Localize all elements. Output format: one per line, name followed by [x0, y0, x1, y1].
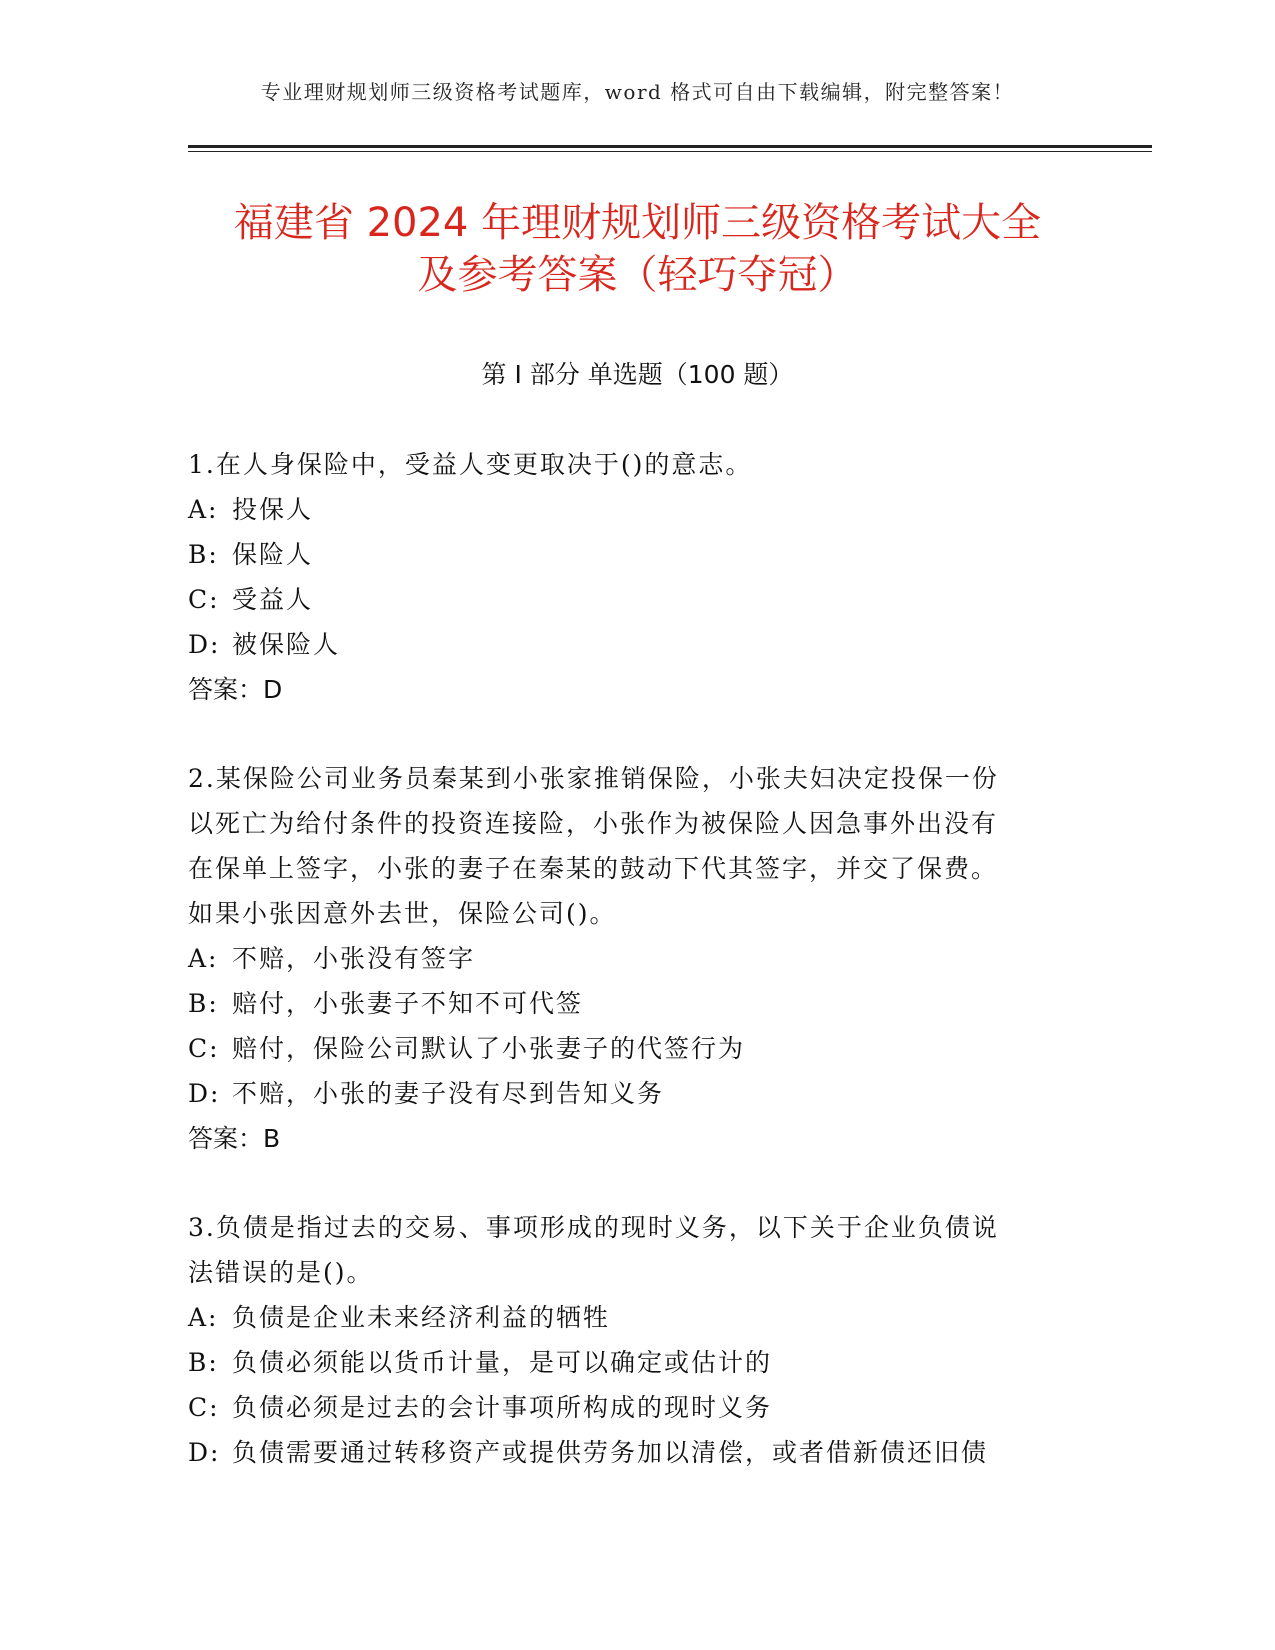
option-key: A: [188, 1303, 219, 1332]
option-text: 受益人 [232, 585, 314, 614]
option-text: 投保人 [232, 495, 314, 524]
document-title [150, 197, 1125, 301]
option-key: D: [188, 1438, 221, 1467]
question-stem [188, 1205, 1088, 1295]
question-list [188, 442, 1088, 1519]
option-key: D: [188, 1079, 221, 1108]
option-c [188, 1026, 1088, 1071]
option-key: B: [188, 989, 219, 1018]
option-text: 保险人 [232, 540, 314, 569]
option-key: C: [188, 585, 220, 614]
option-b [188, 981, 1088, 1026]
option-text: 赔付，小张妻子不知不可代签 [232, 989, 584, 1018]
option-text: 负债必须能以货币计量，是可以确定或估计的 [232, 1348, 773, 1377]
section-title: 第 I 部分 单选题（100 题） [481, 360, 794, 389]
option-key: B: [188, 1348, 219, 1377]
option-text: 被保险人 [232, 630, 341, 659]
question-3 [188, 1205, 1088, 1475]
option-key: D: [188, 630, 221, 659]
stem-line: 在保单上签字，小张的妻子在秦某的鼓动下代其签字，并交了保费。 [188, 854, 999, 883]
option-text: 不赔，小张的妻子没有尽到告知义务 [232, 1079, 665, 1108]
option-b [188, 532, 1088, 577]
option-text: 负债必须是过去的会计事项所构成的现时义务 [232, 1393, 773, 1422]
option-text: 负债是企业未来经济利益的牺牲 [232, 1303, 611, 1332]
option-text: 赔付，保险公司默认了小张妻子的代签行为 [232, 1034, 746, 1063]
option-a [188, 936, 1088, 981]
question-stem [188, 756, 1088, 936]
header-rule-thin [188, 151, 1152, 152]
stem-line: 2.某保险公司业务员秦某到小张家推销保险，小张夫妇决定投保一份 [188, 764, 999, 793]
option-d [188, 622, 1088, 667]
option-a [188, 487, 1088, 532]
stem-line: 1.在人身保险中，受益人变更取决于()的意志。 [188, 450, 753, 479]
title-line-2: 及参考答案（轻巧夺冠） [417, 252, 858, 298]
header-rule-thick [188, 145, 1152, 148]
answer: 答案：D [188, 675, 283, 704]
question-1 [188, 442, 1088, 712]
option-text: 负债需要通过转移资产或提供劳务加以清偿，或者借新债还旧债 [232, 1438, 989, 1467]
header-note: 专业理财规划师三级资格考试题库，word 格式可自由下载编辑，附完整答案！ [260, 80, 1015, 104]
option-b [188, 1340, 1088, 1385]
title-line-1: 福建省 2024 年理财规划师三级资格考试大全 [233, 200, 1042, 246]
stem-line: 法错误的是()。 [188, 1258, 374, 1287]
option-key: A: [188, 495, 219, 524]
option-d [188, 1430, 1088, 1475]
answer: 答案：B [188, 1124, 281, 1153]
option-key: A: [188, 944, 219, 973]
stem-line: 如果小张因意外去世，保险公司()。 [188, 899, 617, 928]
option-key: C: [188, 1393, 220, 1422]
stem-line: 以死亡为给付条件的投资连接险，小张作为被保险人因急事外出没有 [188, 809, 999, 838]
option-key: C: [188, 1034, 220, 1063]
question-2 [188, 756, 1088, 1161]
option-c [188, 1385, 1088, 1430]
option-key: B: [188, 540, 219, 569]
option-c [188, 577, 1088, 622]
option-text: 不赔，小张没有签字 [232, 944, 476, 973]
option-d [188, 1071, 1088, 1116]
stem-line: 3.负债是指过去的交易、事项形成的现时义务，以下关于企业负债说 [188, 1213, 999, 1242]
question-stem [188, 442, 1088, 487]
option-a [188, 1295, 1088, 1340]
